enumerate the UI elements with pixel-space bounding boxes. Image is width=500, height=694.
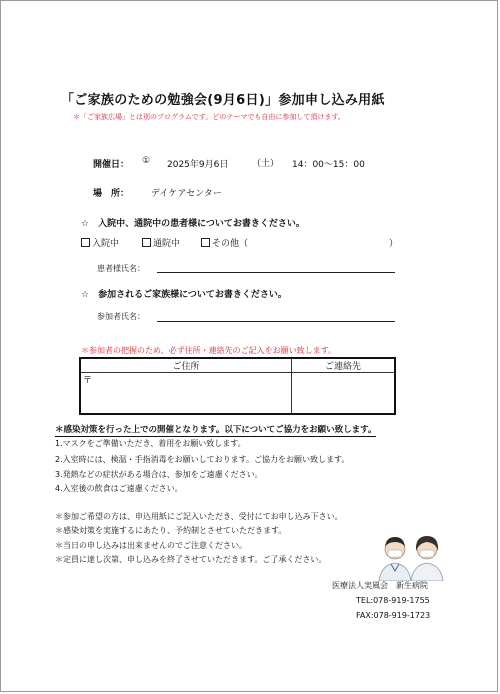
address-warning: ＊参加者の把握のため、必ず住所・連絡先のご記入をお願い致します。 <box>81 346 337 355</box>
time-range: 14：00～15：00 <box>292 160 365 170</box>
precaution-item: 4.入室後の飲食はご遠慮ください。 <box>55 484 183 493</box>
participant-name-label: 参加者氏名： <box>97 312 145 321</box>
participant-name-field[interactable] <box>157 321 395 322</box>
program-note: ＊「ご家族広場」とは別のプログラムです。どのテーマでも自由に参加して頂けます。 <box>73 113 345 121</box>
other-paren-close: ） <box>389 239 399 249</box>
precautions-heading: ＊感染対策を行った上での開催となります。以下についてご協力をお願い致します。 <box>55 425 377 435</box>
patient-name-field[interactable] <box>157 272 395 273</box>
precaution-item: 2.入室時には、検温・手指消毒をお願いしております。ご協力をお願い致します。 <box>55 455 350 464</box>
note-item: ＊感染対策を実施するにあたり、予約制とさせていただきます。 <box>55 526 287 535</box>
precaution-item: 1.マスクをご準備いただき、着用をお願い致します。 <box>55 439 246 448</box>
inpatient-checkbox[interactable] <box>81 238 90 247</box>
form-title: 「ご家族のための勉強会(9月6日)」参加申し込み用紙 <box>61 93 385 108</box>
note-item: ＊定員に達し次第、申し込みを終了させていただきます。ご了承ください。 <box>55 555 327 564</box>
place-value: デイケアセンター <box>151 189 222 199</box>
address-cell[interactable] <box>80 373 292 415</box>
patient-section-heading: ☆ 入院中、通院中の患者様についてお書きください。 <box>81 219 305 229</box>
place-label: 場 所： <box>93 189 130 199</box>
family-section-heading: ☆ 参加されるご家族様についてお書きください。 <box>81 290 287 300</box>
contact-cell[interactable] <box>292 373 396 415</box>
hospital-name: 医療法人実風会 新生病院 <box>332 581 428 590</box>
address-contact-table <box>79 357 396 415</box>
option-other[interactable]: その他（ <box>201 236 248 249</box>
weekday: （土） <box>252 159 280 169</box>
fax-number: FAX:078-919-1723 <box>356 611 431 620</box>
contact-column-header: ご連絡先 <box>292 358 396 373</box>
address-column-header: ご住所 <box>80 358 292 373</box>
note-item: ＊当日の申し込みは出来ませんのでご注意ください。 <box>55 541 247 550</box>
other-checkbox[interactable] <box>201 238 210 247</box>
note-item: ＊参加ご希望の方は、申込用紙にご記入いただき、受付にてお申し込み下さい。 <box>55 512 343 521</box>
staff-illustration-icon <box>377 531 445 581</box>
postal-mark: 〒 <box>83 376 93 386</box>
option-outpatient[interactable]: 通院中 <box>142 236 180 249</box>
date-marker: ① <box>142 156 151 166</box>
telephone-number: TEL:078-919-1755 <box>356 596 430 605</box>
date-label: 開催日： <box>93 160 130 170</box>
option-inpatient[interactable]: 入院中 <box>81 236 119 249</box>
precaution-item: 3.発熱などの症状がある場合は、参加をご遠慮ください。 <box>55 470 263 479</box>
date-value: 2025年9月6日 <box>167 160 229 170</box>
outpatient-checkbox[interactable] <box>142 238 151 247</box>
patient-name-label: 患者様氏名： <box>97 264 145 273</box>
